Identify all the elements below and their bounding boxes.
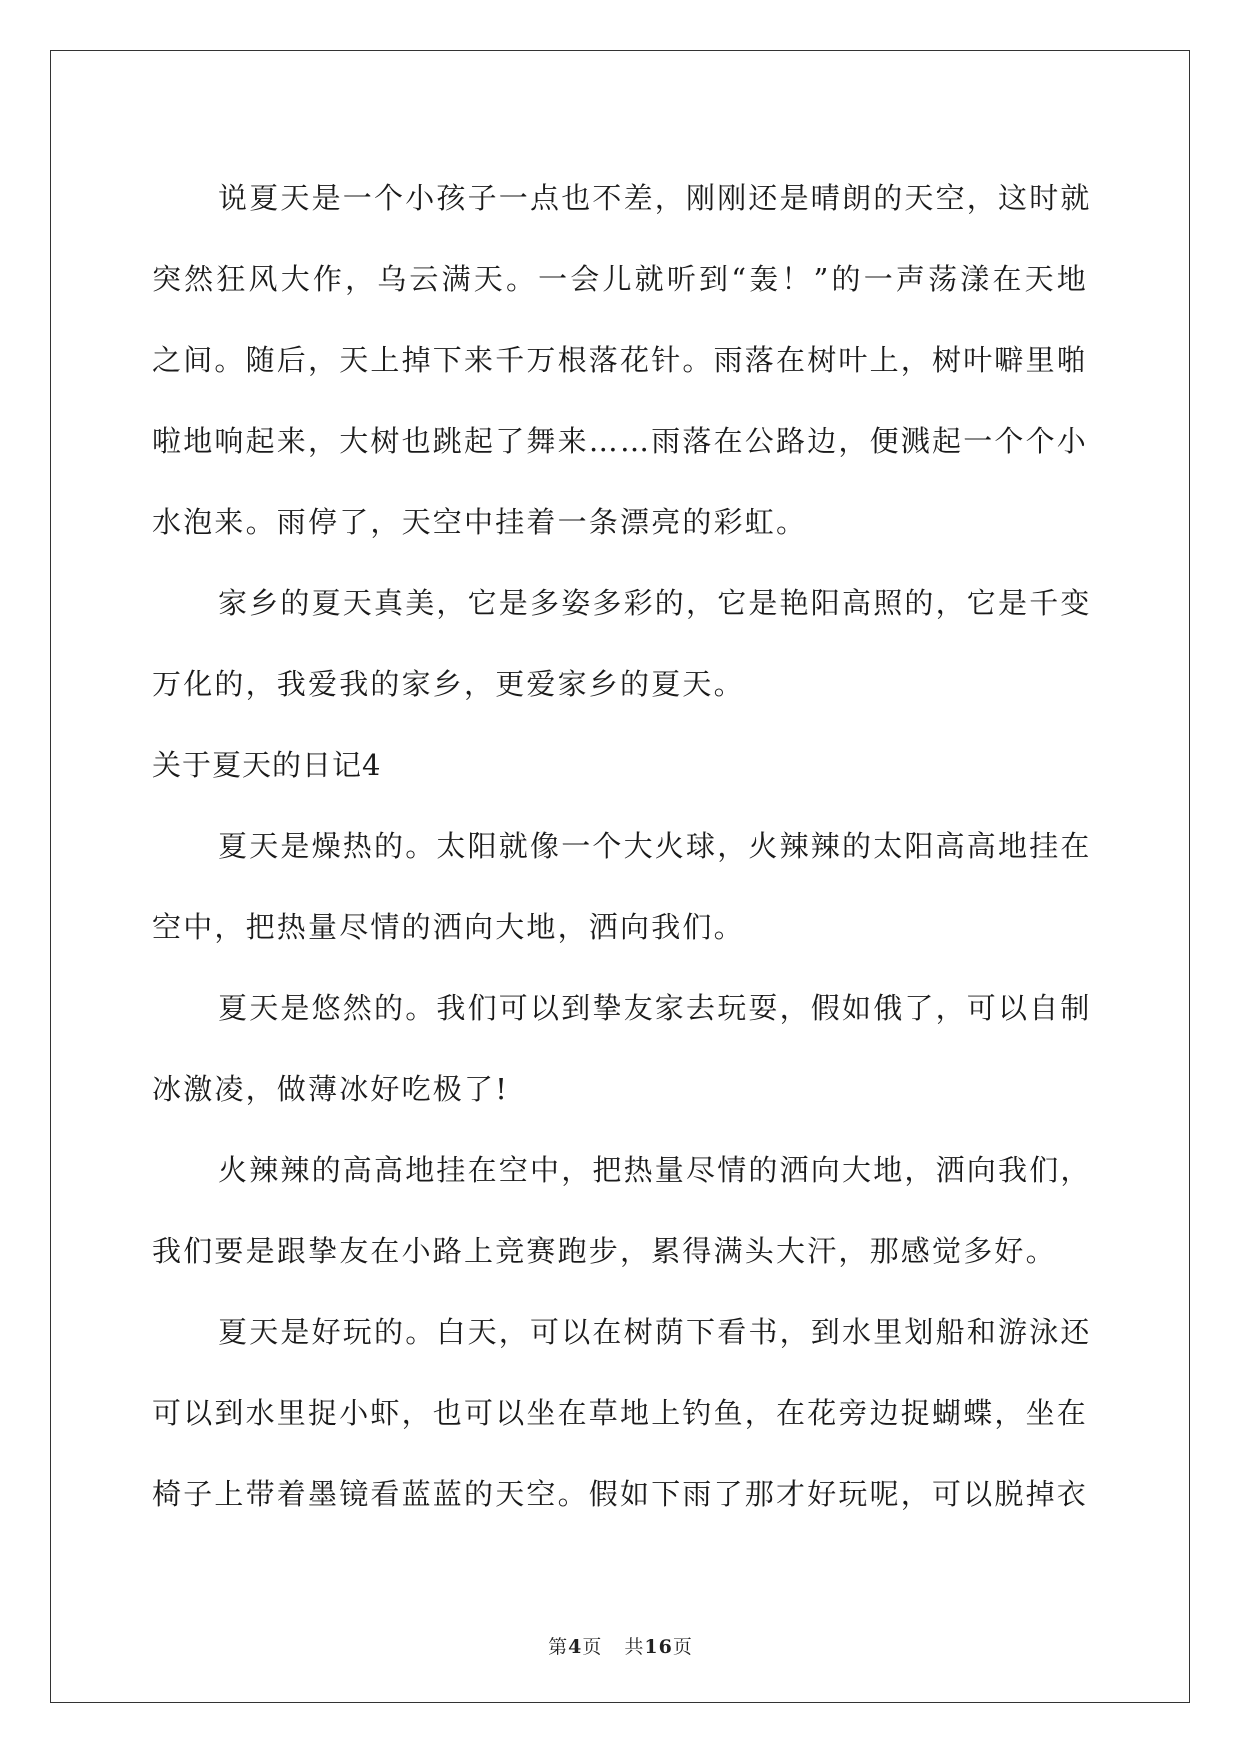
paragraph-line: 夏天是悠然的。我们可以到挚友家去玩耍，假如俄了，可以自制 bbox=[218, 991, 1092, 1025]
paragraph-line: 家乡的夏天真美，它是多姿多彩的，它是艳阳高照的，它是千变 bbox=[218, 586, 1092, 620]
page-prefix: 第 bbox=[548, 1636, 569, 1658]
paragraph-line: 之间。随后，天上掉下来千万根落花针。雨落在树叶上，树叶噼里啪 bbox=[152, 343, 1089, 377]
section-heading: 关于夏天的日记4 bbox=[152, 748, 382, 782]
total-suffix: 页 bbox=[672, 1636, 693, 1658]
paragraph-line: 我们要是跟挚友在小路上竞赛跑步，累得满头大汗，那感觉多好。 bbox=[152, 1234, 1057, 1268]
paragraph-line: 万化的，我爱我的家乡，更爱家乡的夏天。 bbox=[152, 667, 745, 701]
total-pages: 16 bbox=[644, 1636, 673, 1658]
paragraph-line: 说夏天是一个小孩子一点也不差，刚刚还是晴朗的天空，这时就 bbox=[218, 181, 1092, 215]
paragraph-line: 突然狂风大作，乌云满天。一会儿就听到“轰！”的一声荡漾在天地 bbox=[152, 262, 1088, 296]
paragraph-line: 夏天是好玩的。白天，可以在树荫下看书，到水里划船和游泳还 bbox=[218, 1315, 1092, 1349]
paragraph-line: 夏天是燥热的。太阳就像一个大火球，火辣辣的太阳高高地挂在 bbox=[218, 829, 1092, 863]
page-number: 4 bbox=[568, 1636, 583, 1658]
paragraph-line: 可以到水里捉小虾，也可以坐在草地上钓鱼，在花旁边捉蝴蝶，坐在 bbox=[152, 1396, 1089, 1430]
total-prefix: 共 bbox=[624, 1636, 645, 1658]
paragraph-line: 火辣辣的高高地挂在空中，把热量尽情的洒向大地，洒向我们， bbox=[218, 1153, 1092, 1187]
document-body bbox=[152, 158, 1092, 1535]
paragraph-line: 空中，把热量尽情的洒向大地，洒向我们。 bbox=[152, 910, 745, 944]
paragraph-line: 冰激凌，做薄冰好吃极了! bbox=[152, 1072, 510, 1106]
page-footer bbox=[0, 1632, 1241, 1659]
paragraph-line: 水泡来。雨停了，天空中挂着一条漂亮的彩虹。 bbox=[152, 505, 808, 539]
paragraph-line: 啦地响起来，大树也跳起了舞来……雨落在公路边，便溅起一个个小 bbox=[152, 424, 1089, 458]
page-suffix: 页 bbox=[582, 1636, 603, 1658]
paragraph-line: 椅子上带着墨镜看蓝蓝的天空。假如下雨了那才好玩呢，可以脱掉衣 bbox=[152, 1477, 1089, 1511]
